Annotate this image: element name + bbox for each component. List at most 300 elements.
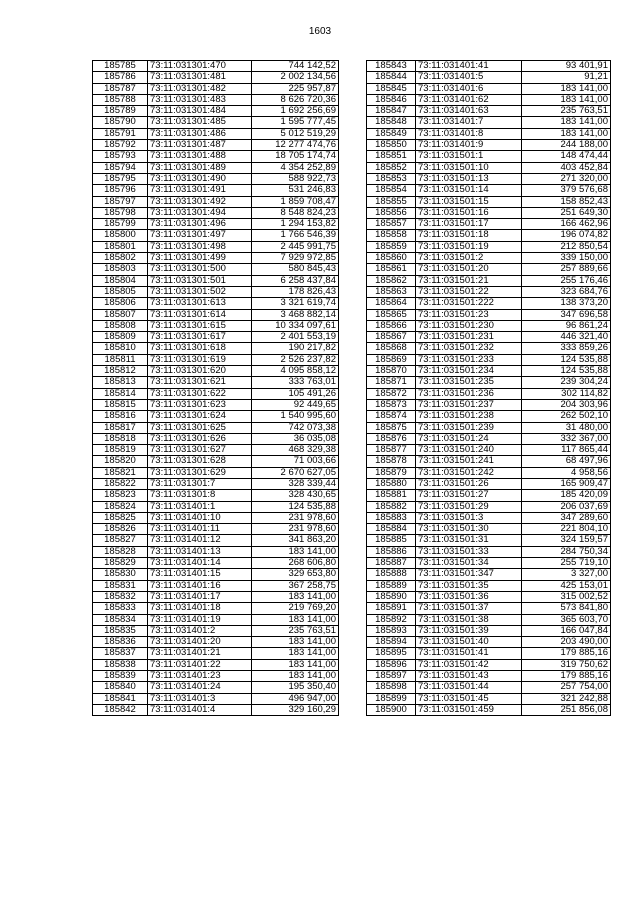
cadastral-number: 73:11:031401:11 — [148, 524, 252, 535]
table-row — [367, 286, 611, 297]
cadastral-value: 2 526 237,82 — [252, 354, 339, 365]
row-number: 185890 — [367, 591, 416, 602]
table-row — [367, 185, 611, 196]
table-row — [93, 298, 339, 309]
row-number: 185827 — [93, 535, 148, 546]
cadastral-number: 73:11:031501:239 — [416, 422, 522, 433]
table-row — [93, 569, 339, 580]
cadastral-value: 18 705 174,74 — [252, 151, 339, 162]
cadastral-value: 403 452,84 — [522, 162, 611, 173]
table-row — [367, 128, 611, 139]
cadastral-number: 73:11:031301:8 — [148, 490, 252, 501]
cadastral-number: 73:11:031401:15 — [148, 569, 252, 580]
cadastral-number: 73:11:031301:499 — [148, 253, 252, 264]
row-number: 185865 — [367, 309, 416, 320]
table-row — [93, 275, 339, 286]
table-row — [367, 140, 611, 151]
cadastral-value: 2 670 627,05 — [252, 467, 339, 478]
row-number: 185837 — [93, 648, 148, 659]
row-number: 185793 — [93, 151, 148, 162]
row-number: 185825 — [93, 512, 148, 523]
cadastral-value: 183 141,00 — [252, 637, 339, 648]
row-number: 185817 — [93, 422, 148, 433]
table-row — [93, 433, 339, 444]
row-number: 185820 — [93, 456, 148, 467]
cadastral-number: 73:11:031501:30 — [416, 524, 522, 535]
table-row — [93, 558, 339, 569]
row-number: 185853 — [367, 173, 416, 184]
cadastral-number: 73:11:031301:618 — [148, 343, 252, 354]
table-row — [93, 230, 339, 241]
cadastral-value: 284 750,34 — [522, 546, 611, 557]
cadastral-value: 425 153,01 — [522, 580, 611, 591]
cadastral-number: 73:11:031401:18 — [148, 603, 252, 614]
cadastral-value: 7 929 972,85 — [252, 253, 339, 264]
cadastral-number: 73:11:031501:231 — [416, 332, 522, 343]
cadastral-value: 8 548 824,23 — [252, 207, 339, 218]
cadastral-number: 73:11:031301:624 — [148, 411, 252, 422]
table-row — [93, 512, 339, 523]
table-row — [367, 61, 611, 72]
row-number: 185803 — [93, 264, 148, 275]
cadastral-number: 73:11:031301:613 — [148, 298, 252, 309]
row-number: 185896 — [367, 659, 416, 670]
cadastral-value: 183 141,00 — [252, 648, 339, 659]
cadastral-number: 73:11:031501:42 — [416, 659, 522, 670]
row-number: 185895 — [367, 648, 416, 659]
cadastral-number: 73:11:031301:488 — [148, 151, 252, 162]
cadastral-value: 183 141,00 — [252, 546, 339, 557]
cadastral-number: 73:11:031501:238 — [416, 411, 522, 422]
cadastral-number: 73:11:031301:629 — [148, 467, 252, 478]
cadastral-number: 73:11:031501:230 — [416, 320, 522, 331]
cadastral-value: 124 535,88 — [522, 366, 611, 377]
table-row — [367, 72, 611, 83]
cadastral-value: 165 909,47 — [522, 478, 611, 489]
table-row — [93, 61, 339, 72]
cadastral-number: 73:11:031501:236 — [416, 388, 522, 399]
cadastral-value: 328 339,44 — [252, 478, 339, 489]
cadastral-number: 73:11:031501:17 — [416, 219, 522, 230]
cadastral-number: 73:11:031401:1 — [148, 501, 252, 512]
table-row — [93, 196, 339, 207]
register-table-left — [92, 60, 339, 716]
cadastral-number: 73:11:031401:8 — [416, 128, 522, 139]
table-row — [93, 422, 339, 433]
cadastral-number: 73:11:031501:19 — [416, 241, 522, 252]
cadastral-number: 73:11:031501:234 — [416, 366, 522, 377]
table-row — [93, 625, 339, 636]
cadastral-number: 73:11:031301:502 — [148, 286, 252, 297]
cadastral-number: 73:11:031501:20 — [416, 264, 522, 275]
table-row — [93, 682, 339, 693]
row-number: 185874 — [367, 411, 416, 422]
table-row — [93, 354, 339, 365]
table-row — [93, 467, 339, 478]
cadastral-value: 251 856,08 — [522, 704, 611, 715]
row-number: 185894 — [367, 637, 416, 648]
row-number: 185847 — [367, 106, 416, 117]
cadastral-value: 1 595 777,45 — [252, 117, 339, 128]
row-number: 185891 — [367, 603, 416, 614]
cadastral-value: 221 804,10 — [522, 524, 611, 535]
row-number: 185795 — [93, 173, 148, 184]
table-row — [367, 535, 611, 546]
row-number: 185797 — [93, 196, 148, 207]
cadastral-value: 742 073,38 — [252, 422, 339, 433]
table-row — [93, 603, 339, 614]
row-number: 185824 — [93, 501, 148, 512]
cadastral-number: 73:11:031301:485 — [148, 117, 252, 128]
table-row — [93, 659, 339, 670]
cadastral-value: 235 763,51 — [252, 625, 339, 636]
row-number: 185862 — [367, 275, 416, 286]
row-number: 185794 — [93, 162, 148, 173]
table-row — [367, 478, 611, 489]
table-row — [367, 546, 611, 557]
cadastral-number: 73:11:031501:240 — [416, 445, 522, 456]
row-number: 185785 — [93, 61, 148, 72]
cadastral-number: 73:11:031301:492 — [148, 196, 252, 207]
row-number: 185789 — [93, 106, 148, 117]
row-number: 185872 — [367, 388, 416, 399]
row-number: 185881 — [367, 490, 416, 501]
row-number: 185834 — [93, 614, 148, 625]
cadastral-value: 91,21 — [522, 72, 611, 83]
cadastral-number: 73:11:031401:17 — [148, 591, 252, 602]
cadastral-value: 329 160,29 — [252, 704, 339, 715]
row-number: 185830 — [93, 569, 148, 580]
cadastral-number: 73:11:031401:4 — [148, 704, 252, 715]
table-row — [367, 117, 611, 128]
cadastral-number: 73:11:031501:35 — [416, 580, 522, 591]
cadastral-value: 4 958,56 — [522, 467, 611, 478]
table-row — [367, 433, 611, 444]
row-number: 185826 — [93, 524, 148, 535]
cadastral-number: 73:11:031501:31 — [416, 535, 522, 546]
cadastral-value: 117 865,44 — [522, 445, 611, 456]
table-row — [93, 399, 339, 410]
row-number: 185855 — [367, 196, 416, 207]
row-number: 185893 — [367, 625, 416, 636]
table-row — [93, 704, 339, 715]
row-number: 185886 — [367, 546, 416, 557]
cadastral-value: 268 606,80 — [252, 558, 339, 569]
row-number: 185801 — [93, 241, 148, 252]
row-number: 185845 — [367, 83, 416, 94]
cadastral-number: 73:11:031501:10 — [416, 162, 522, 173]
row-number: 185880 — [367, 478, 416, 489]
cadastral-value: 257 754,00 — [522, 682, 611, 693]
cadastral-value: 244 188,00 — [522, 140, 611, 151]
row-number: 185791 — [93, 128, 148, 139]
cadastral-number: 73:11:031401:24 — [148, 682, 252, 693]
cadastral-number: 73:11:031401:10 — [148, 512, 252, 523]
cadastral-value: 148 474,44 — [522, 151, 611, 162]
cadastral-value: 333 763,01 — [252, 377, 339, 388]
cadastral-value: 178 826,43 — [252, 286, 339, 297]
cadastral-number: 73:11:031401:41 — [416, 61, 522, 72]
cadastral-number: 73:11:031501:16 — [416, 207, 522, 218]
cadastral-number: 73:11:031401:20 — [148, 637, 252, 648]
cadastral-number: 73:11:031301:482 — [148, 83, 252, 94]
cadastral-value: 6 258 437,84 — [252, 275, 339, 286]
table-row — [367, 388, 611, 399]
table-row — [93, 332, 339, 343]
cadastral-value: 329 653,80 — [252, 569, 339, 580]
table-row — [367, 173, 611, 184]
cadastral-number: 73:11:031501:45 — [416, 693, 522, 704]
cadastral-value: 36 035,08 — [252, 433, 339, 444]
cadastral-number: 73:11:031301:622 — [148, 388, 252, 399]
table-row — [367, 399, 611, 410]
cadastral-value: 203 490,00 — [522, 637, 611, 648]
cadastral-number: 73:11:031301:7 — [148, 478, 252, 489]
cadastral-value: 446 321,40 — [522, 332, 611, 343]
row-number: 185861 — [367, 264, 416, 275]
cadastral-value: 2 002 134,56 — [252, 72, 339, 83]
cadastral-value: 183 141,00 — [252, 671, 339, 682]
table-row — [367, 366, 611, 377]
table-row — [367, 558, 611, 569]
cadastral-number: 73:11:031401:63 — [416, 106, 522, 117]
cadastral-value: 31 480,00 — [522, 422, 611, 433]
table-row — [367, 106, 611, 117]
table-row — [367, 682, 611, 693]
table-row — [367, 264, 611, 275]
table-row — [93, 366, 339, 377]
table-row — [367, 377, 611, 388]
table-row — [367, 467, 611, 478]
row-number: 185821 — [93, 467, 148, 478]
row-number: 185818 — [93, 433, 148, 444]
row-number: 185888 — [367, 569, 416, 580]
row-number: 185850 — [367, 140, 416, 151]
cadastral-value: 1 766 546,39 — [252, 230, 339, 241]
cadastral-value: 347 289,60 — [522, 512, 611, 523]
table-row — [93, 140, 339, 151]
row-number: 185858 — [367, 230, 416, 241]
table-row — [93, 106, 339, 117]
cadastral-number: 73:11:031501:36 — [416, 591, 522, 602]
table-row — [367, 490, 611, 501]
table-row — [367, 219, 611, 230]
cadastral-number: 73:11:031401:2 — [148, 625, 252, 636]
cadastral-value: 321 242,88 — [522, 693, 611, 704]
row-number: 185856 — [367, 207, 416, 218]
row-number: 185835 — [93, 625, 148, 636]
cadastral-number: 73:11:031401:62 — [416, 94, 522, 105]
table-row — [367, 445, 611, 456]
row-number: 185843 — [367, 61, 416, 72]
cadastral-value: 3 468 882,14 — [252, 309, 339, 320]
cadastral-number: 73:11:031301:620 — [148, 366, 252, 377]
row-number: 185852 — [367, 162, 416, 173]
cadastral-value: 183 141,00 — [522, 83, 611, 94]
row-number: 185811 — [93, 354, 148, 365]
cadastral-value: 367 258,75 — [252, 580, 339, 591]
cadastral-value: 255 176,46 — [522, 275, 611, 286]
table-row — [367, 94, 611, 105]
row-number: 185802 — [93, 253, 148, 264]
table-row — [367, 207, 611, 218]
row-number: 185833 — [93, 603, 148, 614]
row-number: 185787 — [93, 83, 148, 94]
cadastral-number: 73:11:031501:222 — [416, 298, 522, 309]
cadastral-number: 73:11:031501:29 — [416, 501, 522, 512]
cadastral-value: 231 978,60 — [252, 512, 339, 523]
row-number: 185822 — [93, 478, 148, 489]
table-row — [367, 456, 611, 467]
table-row — [367, 343, 611, 354]
cadastral-value: 183 141,00 — [522, 94, 611, 105]
table-row — [367, 569, 611, 580]
table-row — [367, 693, 611, 704]
row-number: 185819 — [93, 445, 148, 456]
table-row — [367, 309, 611, 320]
cadastral-value: 10 334 097,61 — [252, 320, 339, 331]
cadastral-number: 73:11:031401:5 — [416, 72, 522, 83]
row-number: 185885 — [367, 535, 416, 546]
cadastral-value: 71 003,66 — [252, 456, 339, 467]
cadastral-value: 3 321 619,74 — [252, 298, 339, 309]
cadastral-number: 73:11:031301:494 — [148, 207, 252, 218]
row-number: 185831 — [93, 580, 148, 591]
table-row — [93, 253, 339, 264]
table-row — [93, 185, 339, 196]
row-number: 185788 — [93, 94, 148, 105]
table-row — [93, 614, 339, 625]
row-number: 185887 — [367, 558, 416, 569]
cadastral-value: 1 692 256,69 — [252, 106, 339, 117]
row-number: 185859 — [367, 241, 416, 252]
cadastral-number: 73:11:031501:15 — [416, 196, 522, 207]
table-row — [367, 298, 611, 309]
row-number: 185810 — [93, 343, 148, 354]
cadastral-number: 73:11:031501:2 — [416, 253, 522, 264]
cadastral-value: 319 750,62 — [522, 659, 611, 670]
cadastral-number: 73:11:031501:21 — [416, 275, 522, 286]
table-row — [367, 422, 611, 433]
cadastral-value: 196 074,82 — [522, 230, 611, 241]
row-number: 185889 — [367, 580, 416, 591]
table-row — [367, 241, 611, 252]
cadastral-value: 4 095 858,12 — [252, 366, 339, 377]
cadastral-value: 92 449,65 — [252, 399, 339, 410]
row-number: 185792 — [93, 140, 148, 151]
table-row — [367, 332, 611, 343]
row-number: 185849 — [367, 128, 416, 139]
cadastral-number: 73:11:031301:490 — [148, 173, 252, 184]
row-number: 185879 — [367, 467, 416, 478]
row-number: 185842 — [93, 704, 148, 715]
table-row — [93, 94, 339, 105]
cadastral-value: 5 012 519,29 — [252, 128, 339, 139]
row-number: 185866 — [367, 320, 416, 331]
cadastral-value: 573 841,80 — [522, 603, 611, 614]
table-row — [367, 524, 611, 535]
row-number: 185813 — [93, 377, 148, 388]
table-row — [93, 501, 339, 512]
row-number: 185786 — [93, 72, 148, 83]
cadastral-value: 235 763,51 — [522, 106, 611, 117]
cadastral-number: 73:11:031501:33 — [416, 546, 522, 557]
cadastral-number: 73:11:031501:26 — [416, 478, 522, 489]
table-row — [367, 648, 611, 659]
row-number: 185841 — [93, 693, 148, 704]
cadastral-value: 195 350,40 — [252, 682, 339, 693]
cadastral-value: 379 576,68 — [522, 185, 611, 196]
table-row — [367, 501, 611, 512]
cadastral-value: 580 845,43 — [252, 264, 339, 275]
cadastral-number: 73:11:031301:489 — [148, 162, 252, 173]
table-row — [93, 173, 339, 184]
row-number: 185807 — [93, 309, 148, 320]
table-row — [367, 320, 611, 331]
row-number: 185796 — [93, 185, 148, 196]
cadastral-value: 468 329,38 — [252, 445, 339, 456]
row-number: 185832 — [93, 591, 148, 602]
row-number: 185851 — [367, 151, 416, 162]
cadastral-value: 744 142,52 — [252, 61, 339, 72]
cadastral-number: 73:11:031401:16 — [148, 580, 252, 591]
cadastral-value: 219 769,20 — [252, 603, 339, 614]
cadastral-number: 73:11:031501:14 — [416, 185, 522, 196]
cadastral-value: 302 114,82 — [522, 388, 611, 399]
cadastral-number: 73:11:031301:626 — [148, 433, 252, 444]
cadastral-number: 73:11:031501:347 — [416, 569, 522, 580]
cadastral-number: 73:11:031501:41 — [416, 648, 522, 659]
cadastral-value: 333 859,26 — [522, 343, 611, 354]
table-row — [93, 219, 339, 230]
cadastral-value: 158 852,43 — [522, 196, 611, 207]
table-row — [367, 230, 611, 241]
cadastral-value: 206 037,69 — [522, 501, 611, 512]
row-number: 185884 — [367, 524, 416, 535]
cadastral-number: 73:11:031301:615 — [148, 320, 252, 331]
cadastral-number: 73:11:031501:34 — [416, 558, 522, 569]
table-row — [93, 388, 339, 399]
cadastral-number: 73:11:031301:498 — [148, 241, 252, 252]
cadastral-number: 73:11:031501:459 — [416, 704, 522, 715]
row-number: 185867 — [367, 332, 416, 343]
cadastral-value: 68 497,96 — [522, 456, 611, 467]
table-row — [93, 591, 339, 602]
cadastral-number: 73:11:031301:486 — [148, 128, 252, 139]
table-row — [93, 478, 339, 489]
cadastral-value: 124 535,88 — [522, 354, 611, 365]
row-number: 185877 — [367, 445, 416, 456]
row-number: 185804 — [93, 275, 148, 286]
table-row — [93, 445, 339, 456]
row-number: 185870 — [367, 366, 416, 377]
row-number: 185871 — [367, 377, 416, 388]
table-row — [367, 83, 611, 94]
table-row — [93, 151, 339, 162]
row-number: 185882 — [367, 501, 416, 512]
cadastral-number: 73:11:031301:497 — [148, 230, 252, 241]
cadastral-value: 183 141,00 — [522, 117, 611, 128]
cadastral-value: 124 535,88 — [252, 501, 339, 512]
cadastral-value: 251 649,30 — [522, 207, 611, 218]
cadastral-number: 73:11:031501:39 — [416, 625, 522, 636]
cadastral-value: 183 141,00 — [252, 659, 339, 670]
row-number: 185883 — [367, 512, 416, 523]
cadastral-value: 204 303,96 — [522, 399, 611, 410]
cadastral-value: 183 141,00 — [252, 614, 339, 625]
cadastral-value: 2 401 553,19 — [252, 332, 339, 343]
cadastral-number: 73:11:031401:13 — [148, 546, 252, 557]
